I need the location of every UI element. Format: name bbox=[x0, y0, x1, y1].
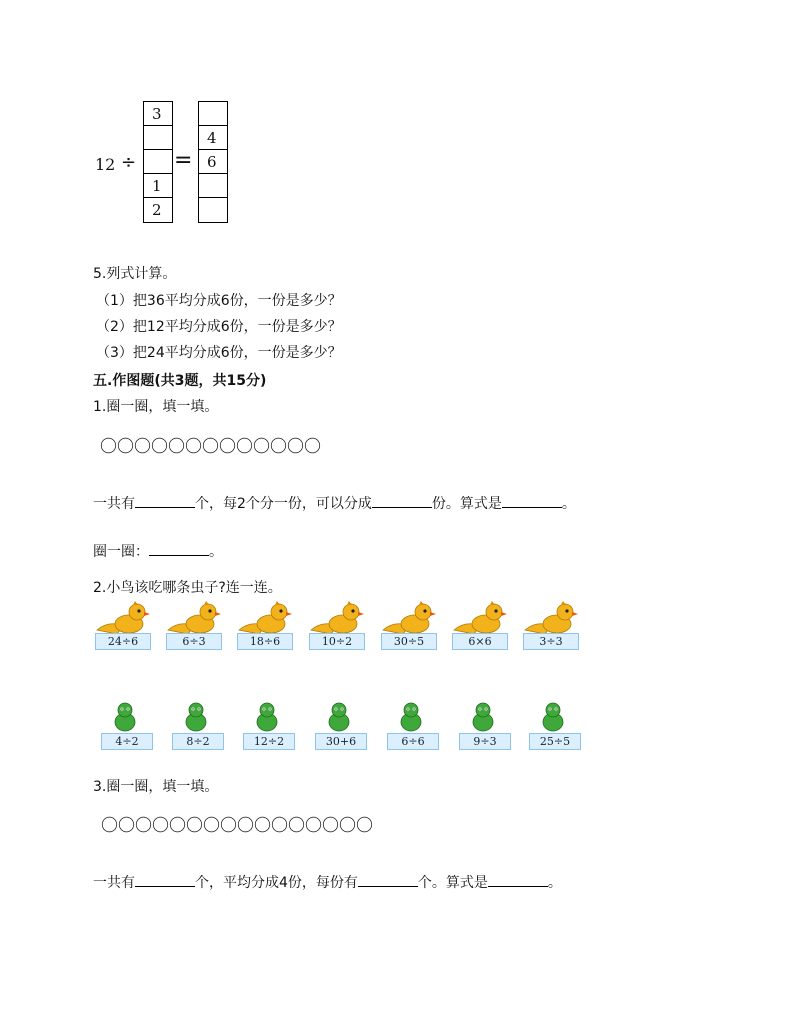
box-cell[interactable]: 3 bbox=[144, 102, 172, 126]
bug-label: 9÷3 bbox=[459, 733, 511, 750]
p3-title: 3.圈一圈，填一填。 bbox=[93, 779, 219, 795]
bug-card[interactable] bbox=[384, 700, 444, 750]
bird-label: 6÷3 bbox=[166, 633, 222, 650]
bird-label: 18÷6 bbox=[237, 633, 293, 650]
bug-label: 8÷2 bbox=[172, 733, 224, 750]
box-cell[interactable] bbox=[199, 174, 227, 198]
q5-item: （3）把24平均分成6份，一份是多少？ bbox=[96, 345, 342, 361]
p2-title: 2.小鸟该吃哪条虫子?连一连。 bbox=[93, 580, 282, 596]
bird-label: 10÷2 bbox=[309, 633, 365, 650]
bug-card[interactable] bbox=[98, 700, 158, 750]
bug-icon bbox=[456, 700, 512, 734]
bug-label: 6÷6 bbox=[387, 733, 439, 750]
dividend: 12 bbox=[95, 155, 116, 174]
bug-card[interactable] bbox=[240, 700, 300, 750]
divide-sign: ÷ bbox=[121, 152, 137, 173]
section-heading: 五.作图题(共3题，共15分) bbox=[93, 373, 267, 389]
box-cell[interactable] bbox=[199, 198, 227, 222]
equals-sign: = bbox=[174, 148, 193, 173]
bird-card[interactable] bbox=[166, 600, 226, 650]
q5-title: 5.列式计算。 bbox=[93, 266, 177, 282]
bug-icon bbox=[312, 700, 368, 734]
answer-blank[interactable] bbox=[135, 493, 195, 508]
bug-icon bbox=[98, 700, 154, 734]
bird-card[interactable] bbox=[523, 600, 583, 650]
bird-label: 3÷3 bbox=[523, 633, 579, 650]
bird-card[interactable] bbox=[452, 600, 512, 650]
bug-icon bbox=[169, 700, 225, 734]
p1-fill-line: 一共有 个，每2个分一份，可以分成 份。算式是 。 bbox=[93, 493, 576, 513]
box-cell[interactable] bbox=[144, 150, 172, 174]
bird-card[interactable] bbox=[237, 600, 297, 650]
circle-row: 〇〇〇〇〇〇〇〇〇〇〇〇〇 bbox=[100, 437, 321, 457]
p3-fill-line: 一共有 个，平均分成4份，每份有 个。算式是 。 bbox=[93, 872, 562, 892]
circle-row: 〇〇〇〇〇〇〇〇〇〇〇〇〇〇〇〇 bbox=[101, 816, 373, 836]
bird-label: 6×6 bbox=[452, 633, 508, 650]
box-cell[interactable]: 2 bbox=[152, 201, 162, 219]
p1-circle-line: 圈一圈： 。 bbox=[93, 541, 223, 561]
box-cell[interactable]: 6 bbox=[199, 150, 227, 174]
box-cell[interactable] bbox=[144, 126, 172, 150]
bug-label: 12÷2 bbox=[243, 733, 295, 750]
box-cell[interactable]: 1 bbox=[144, 174, 172, 198]
bird-card[interactable] bbox=[381, 600, 441, 650]
bird-label: 30÷5 bbox=[381, 633, 437, 650]
answer-blank[interactable] bbox=[135, 872, 195, 887]
bug-card[interactable] bbox=[169, 700, 229, 750]
bug-label: 30+6 bbox=[315, 733, 367, 750]
bug-label: 4÷2 bbox=[101, 733, 153, 750]
bug-card[interactable] bbox=[456, 700, 516, 750]
bug-card[interactable] bbox=[526, 700, 586, 750]
answer-blank[interactable] bbox=[488, 872, 548, 887]
p1-title: 1.圈一圈，填一填。 bbox=[93, 399, 219, 415]
bird-label: 24÷6 bbox=[95, 633, 151, 650]
bug-label: 25÷5 bbox=[529, 733, 581, 750]
answer-blank[interactable] bbox=[358, 872, 418, 887]
bird-card[interactable] bbox=[309, 600, 369, 650]
bug-icon bbox=[240, 700, 296, 734]
bug-icon bbox=[384, 700, 440, 734]
q5-item: （1）把36平均分成6份，一份是多少？ bbox=[96, 293, 342, 309]
answer-blank[interactable] bbox=[502, 493, 562, 508]
bug-icon bbox=[526, 700, 582, 734]
box-cell[interactable]: 4 bbox=[199, 126, 227, 150]
bird-card[interactable] bbox=[95, 600, 155, 650]
bug-card[interactable] bbox=[312, 700, 372, 750]
quotient-column-left bbox=[143, 101, 173, 223]
quotient-column-right bbox=[198, 101, 228, 223]
q5-item: （2）把12平均分成6份，一份是多少？ bbox=[96, 319, 342, 335]
box-cell[interactable] bbox=[199, 102, 227, 126]
answer-blank[interactable] bbox=[372, 493, 432, 508]
answer-blank[interactable] bbox=[149, 541, 209, 556]
